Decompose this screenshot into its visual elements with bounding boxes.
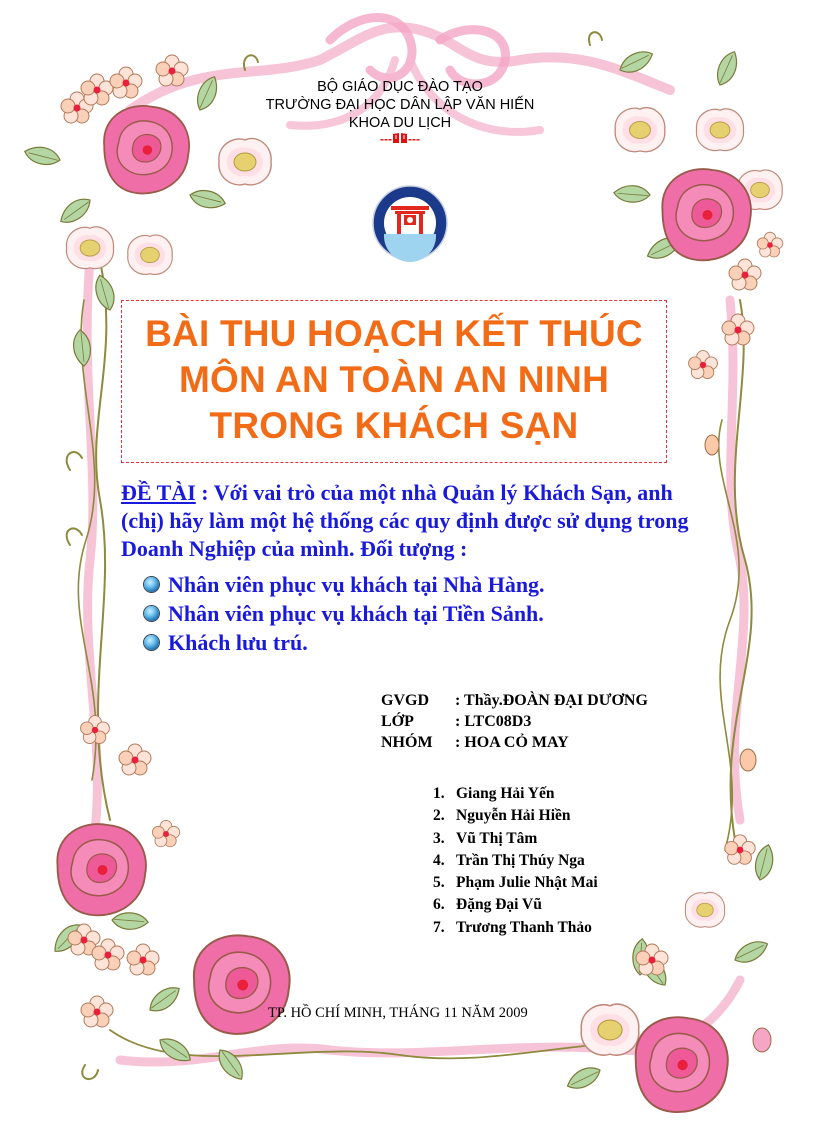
info-key: GVGD <box>381 692 429 709</box>
audience-restaurant-staff: Nhân viên phục vụ khách tại Nhà Hàng. <box>168 572 545 597</box>
member-row <box>433 805 598 827</box>
group-members-list <box>433 783 598 939</box>
topic-separator: : <box>195 480 214 505</box>
audience-lobby-staff: Nhân viên phục vụ khách tại Tiền Sảnh. <box>168 601 544 626</box>
member-number: 1. <box>433 785 445 802</box>
member-name: Đặng Đại Vũ <box>456 896 542 914</box>
member-name: Phạm Julie Nhật Mai <box>456 874 598 892</box>
header-divider <box>200 132 600 146</box>
book-ornament-icon <box>392 132 408 144</box>
info-row-class <box>381 711 648 732</box>
member-name: Trương Thanh Thảo <box>456 918 592 936</box>
member-row <box>433 917 598 939</box>
info-row-lecturer <box>381 690 648 711</box>
report-title <box>122 311 666 449</box>
info-value: : Thầy.ĐOÀN ĐẠI DƯƠNG <box>455 692 648 709</box>
audience-guests: Khách lưu trú. <box>168 630 308 655</box>
member-row <box>433 850 598 872</box>
member-row <box>433 872 598 894</box>
member-number: 4. <box>433 851 445 869</box>
member-number: 2. <box>433 807 445 825</box>
list-item <box>144 570 644 599</box>
member-row <box>433 783 598 805</box>
member-name: Trần Thị Thúy Nga <box>456 851 585 869</box>
university-name: TRƯỜNG ĐẠI HỌC DÂN LẬP VĂN HIẾN <box>265 97 535 113</box>
bullet-icon <box>144 606 159 621</box>
member-name: Vũ Thị Tâm <box>456 829 538 847</box>
topic-label: ĐỀ TÀI <box>121 480 196 505</box>
member-row <box>433 828 598 850</box>
report-title-box <box>121 300 667 463</box>
member-name: Nguyễn Hải Hiền <box>456 807 571 825</box>
member-number: 7. <box>433 918 445 936</box>
institution-header <box>200 78 600 146</box>
info-value: : LTC08D3 <box>455 713 532 730</box>
member-number: 3. <box>433 829 445 847</box>
course-info <box>381 690 648 753</box>
faculty-name: KHOA DU LỊCH <box>348 115 452 131</box>
title-line-1: BÀI THU HOẠCH KẾT THÚC <box>145 313 643 354</box>
title-line-2: MÔN AN TOÀN AN NINH <box>179 359 609 400</box>
member-row <box>433 894 598 916</box>
member-name: Giang Hải Yến <box>456 785 555 802</box>
university-logo-icon <box>371 184 449 262</box>
divider-dashes-right: --- <box>408 132 420 146</box>
topic-text: Với vai trò của một nhà Quản lý Khách Sạn, anh (chị) hãy làm một hệ thống các quy định được sử dụng trong Doanh Nghiệp của mình. Đối tượng : <box>121 480 689 561</box>
target-audience-list <box>144 570 644 657</box>
member-number: 6. <box>433 896 445 914</box>
info-row-group <box>381 732 648 753</box>
member-number: 5. <box>433 874 445 892</box>
topic-paragraph <box>121 479 701 563</box>
info-value: : HOA CỎ MAY <box>455 734 569 751</box>
info-key: NHÓM <box>381 734 433 751</box>
list-item <box>144 599 644 628</box>
place-date-footer: TP. HỒ CHÍ MINH, THÁNG 11 NĂM 2009 <box>268 1005 528 1021</box>
ministry-name: BỘ GIÁO DỤC ĐÀO TẠO <box>317 79 483 95</box>
info-key: LỚP <box>381 713 414 730</box>
bullet-icon <box>144 577 159 592</box>
divider-dashes-left: --- <box>380 132 392 146</box>
list-item <box>144 628 644 657</box>
title-line-3: TRONG KHÁCH SẠN <box>209 405 579 446</box>
bullet-icon <box>144 635 159 650</box>
